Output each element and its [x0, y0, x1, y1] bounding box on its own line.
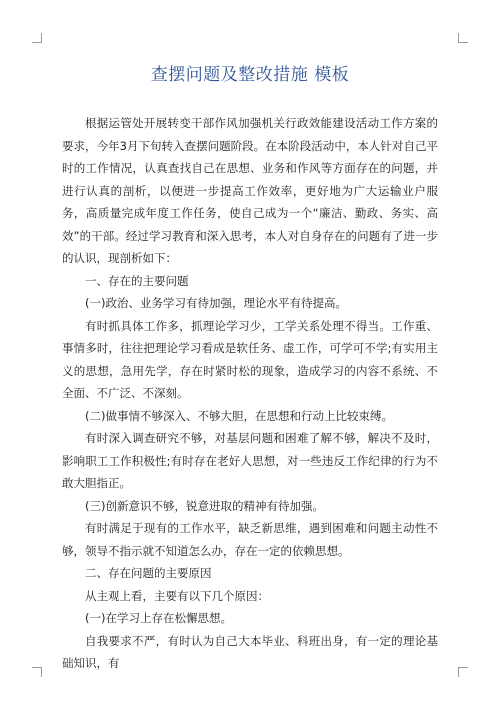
subsection-heading: (二)做事情不够深入、不够大胆，在思想和行动上比较束缚。 — [85, 408, 393, 423]
page-corner-mark-top-left — [32, 33, 42, 43]
body-paragraph: 自我要求不严，有时认为自己大本毕业、科班出身，有一定的理论基础知识，有 — [62, 633, 438, 670]
page-corner-mark-bottom-left — [32, 667, 42, 677]
section-heading: 一、存在的主要问题 — [85, 273, 189, 288]
subsection-heading: (一)在学习上存在松懈思想。 — [85, 611, 232, 625]
subsection-heading: (三)创新意识不够，锐意进取的精神有待加强。 — [85, 498, 324, 513]
body-paragraph: 有时满足于现有的工作水平，缺乏新思维，遇到困难和问题主动性不够，领导不指示就不知道怎么办，存在一定的依赖思想。 — [62, 521, 438, 558]
body-paragraph: 从主观上看，主要有以下几个原因： — [85, 588, 269, 603]
page-corner-mark-bottom-right — [458, 667, 468, 677]
body-paragraph: 有时深入调查研究不够，对基层问题和困难了解不够，解决不及时，影响职工工作积极性;有时存在老好人思想，对一些违反工作纪律的行为不敢大胆指正。 — [62, 431, 438, 490]
body-paragraph: 有时抓具体工作多，抓理论学习少，工学关系处理不得当。工作重、事情多时，往往把理论学习看成是软任务、虚工作，可学可不学;有实用主义的思想，急用先学，存在时紧时松的现象，造成学习的内容不系统、不全面、不广泛、不深刻。 — [62, 318, 438, 400]
page-corner-mark-top-right — [458, 33, 468, 43]
subsection-heading: (一)政治、业务学习有待加强，理论水平有待提高。 — [85, 296, 347, 310]
document-title: 查摆问题及整改措施 模板 — [150, 65, 350, 85]
section-heading: 二、存在问题的主要原因 — [85, 566, 212, 580]
intro-paragraph: 根据运管处开展转变干部作风加强机关行政效能建设活动工作方案的要求，今年3月下旬转入查摆问题阶段。在本阶段活动中，本人针对自己平时的工作情况，认真查找自己在思想、业务和作风等方面存在的问题，并进行认真的剖析，以便进一步提高工作效率，更好地为广大运输业户服务，高质量完成年度工作任务，使自己成为一个“廉洁、勤政、务实、高效”的干部。经过学习教育和深入思考，本人对自身存在的问题有了进一步的认识，现剖析如下： — [62, 116, 438, 265]
document-body — [62, 112, 438, 675]
